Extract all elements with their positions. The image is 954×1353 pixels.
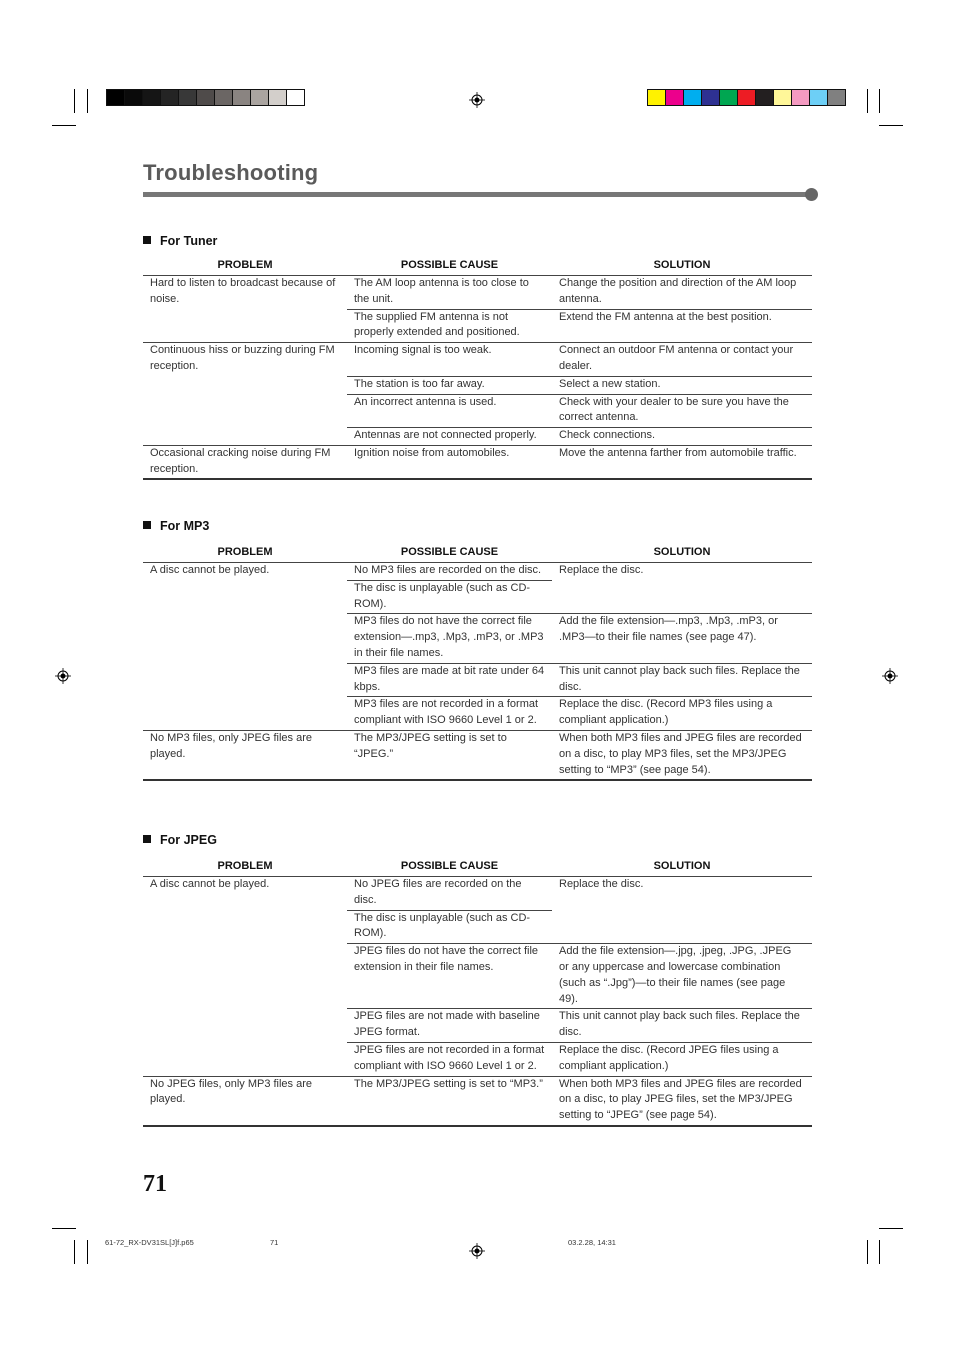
calibration-swatch <box>665 89 684 106</box>
solution-text: Replace the disc. (Record JPEG files using a compliant application.) <box>559 1043 779 1072</box>
calibration-swatch <box>647 89 666 106</box>
calibration-swatch <box>286 89 305 106</box>
calibration-swatch <box>268 89 287 106</box>
problem-group <box>143 343 812 446</box>
calibration-swatch <box>791 89 810 106</box>
solution-text: This unit cannot play back such files. Replace the disc. <box>559 664 800 693</box>
calibration-swatch <box>160 89 179 106</box>
header-solution: SOLUTION <box>653 259 711 271</box>
section-heading-jpeg: For JPEG <box>143 833 217 847</box>
page-number: 71 <box>143 1171 167 1197</box>
table-row <box>347 376 812 394</box>
table-row <box>347 613 812 662</box>
title-rule <box>143 192 812 197</box>
calibration-swatch <box>106 89 125 106</box>
cause-text: MP3 files are made at bit rate under 64 kbps. <box>354 664 545 693</box>
section-heading-mp3: For MP3 <box>143 519 209 533</box>
solution-text: This unit cannot play back such files. Replace the disc. <box>559 1010 800 1039</box>
calibration-swatch <box>773 89 792 106</box>
cause-text: JPEG files are not recorded in a format compliant with ISO 9660 Level 1 or 2. <box>354 1043 545 1072</box>
header-solution: SOLUTION <box>653 860 711 872</box>
registration-mark-icon <box>55 668 71 684</box>
problem-text: Hard to listen to broadcast because of noise. <box>150 277 336 305</box>
square-bullet-icon <box>143 521 151 529</box>
calibration-swatch <box>178 89 197 106</box>
problem-text: A disc cannot be played. <box>150 564 270 576</box>
cause-text: An incorrect antenna is used. <box>354 395 497 408</box>
problem-group <box>143 446 812 480</box>
header-problem: PROBLEM <box>217 546 273 558</box>
cause-text: The disc is unplayable (such as CD-ROM). <box>347 580 552 614</box>
solution-text: Select a new station. <box>559 377 661 390</box>
calibration-swatch <box>809 89 828 106</box>
solution-text: Change the position and direction of the AM loop antenna. <box>559 277 797 305</box>
cause-text: Antennas are not connected properly. <box>354 429 537 442</box>
header-problem: PROBLEM <box>217 259 273 271</box>
problem-group <box>143 276 812 343</box>
header-solution: SOLUTION <box>653 546 711 558</box>
calibration-swatch <box>737 89 756 106</box>
cause-text: MP3 files are not recorded in a format compliant with ISO 9660 Level 1 or 2. <box>354 698 539 727</box>
calibration-swatch <box>142 89 161 106</box>
mp3-troubleshooting-table <box>143 543 812 781</box>
table-row <box>347 943 812 1008</box>
calibration-swatch <box>124 89 143 106</box>
cause-text: The disc is unplayable (such as CD-ROM). <box>347 910 552 944</box>
table-row <box>347 663 812 697</box>
calibration-swatch <box>719 89 738 106</box>
registration-mark-icon <box>469 92 485 108</box>
problem-text: No JPEG files, only MP3 files are played. <box>150 1077 313 1106</box>
cause-text: The MP3/JPEG setting is set to “MP3.” <box>354 1077 543 1090</box>
calibration-swatch <box>214 89 233 106</box>
solution-text: Add the file extension—.mp3, .Mp3, .mP3, or .MP3—to their file names (see page 47). <box>559 615 778 644</box>
problem-group <box>143 563 812 731</box>
cause-text: Incoming signal is too weak. <box>354 344 492 357</box>
cause-text: Ignition noise from automobiles. <box>354 446 510 459</box>
header-problem: PROBLEM <box>217 860 273 872</box>
problem-group <box>143 1077 812 1127</box>
calibration-swatch <box>683 89 702 106</box>
table-row <box>347 910 812 944</box>
footer-filename: 61-72_RX-DV31SL[J]f.p65 <box>105 1238 194 1247</box>
table-row <box>347 580 812 614</box>
table-row <box>347 563 812 580</box>
header-cause: POSSIBLE CAUSE <box>400 860 499 872</box>
table-row <box>347 696 812 730</box>
title-rule-end-dot <box>805 188 818 201</box>
cause-text: JPEG files do not have the correct file extension in their file names. <box>354 945 539 973</box>
calibration-swatch <box>827 89 846 106</box>
table-row <box>347 343 812 376</box>
cause-text: The AM loop antenna is too close to the unit. <box>354 277 529 305</box>
calibration-swatch <box>196 89 215 106</box>
calibration-swatch <box>250 89 269 106</box>
cause-text: JPEG files are not made with baseline JPEG format. <box>354 1010 540 1039</box>
solution-text: Add the file extension—.jpg, .jpeg, .JPG, .JPEG or any uppercase and lowercase combination (such as “.Jpg”)—to their file names (see page 49). <box>559 945 792 1005</box>
problem-text: Continuous hiss or buzzing during FM reception. <box>150 344 335 372</box>
solution-text: When both MP3 files and JPEG files are recorded on a disc, to play MP3 files, set the MP3/JPEG setting to “MP3” (see page 54). <box>559 731 802 776</box>
solution-text <box>552 580 812 614</box>
solution-text: When both MP3 files and JPEG files are recorded on a disc, to play JPEG files, set the MP3/JPEG setting to “JPEG” (see page 54). <box>559 1077 802 1122</box>
table-header <box>143 543 812 563</box>
problem-text: A disc cannot be played. <box>150 878 270 890</box>
problem-text: No MP3 files, only JPEG files are played. <box>150 731 313 760</box>
solution-text: Connect an outdoor FM antenna or contact your dealer. <box>559 344 794 372</box>
table-header <box>143 857 812 877</box>
solution-text: Move the antenna farther from automobile traffic. <box>559 446 797 459</box>
header-cause: POSSIBLE CAUSE <box>400 259 499 271</box>
tuner-troubleshooting-table <box>143 256 812 480</box>
registration-mark-icon <box>882 668 898 684</box>
footer-page: 71 <box>270 1238 279 1247</box>
table-row <box>347 394 812 428</box>
table-row <box>347 446 812 463</box>
registration-mark-icon <box>469 1243 485 1259</box>
solution-text: Replace the disc. <box>559 564 644 576</box>
calibration-swatch <box>755 89 774 106</box>
solution-text: Extend the FM antenna at the best position. <box>559 310 772 323</box>
table-row <box>347 427 812 445</box>
footer-date: 03.2.28, 14:31 <box>568 1238 616 1247</box>
cause-text: MP3 files do not have the correct file extension—.mp3, .Mp3, .mP3, or .MP3 in their file names. <box>354 615 544 659</box>
table-row <box>347 309 812 343</box>
table-row <box>347 1077 812 1125</box>
table-header <box>143 256 812 276</box>
table-row <box>347 1008 812 1042</box>
cause-text: The supplied FM antenna is not properly extended and positioned. <box>354 310 520 339</box>
header-cause: POSSIBLE CAUSE <box>400 546 499 558</box>
problem-group <box>143 731 812 781</box>
page-title: Troubleshooting <box>143 160 319 185</box>
cause-text: No MP3 files are recorded on the disc. <box>354 564 542 576</box>
square-bullet-icon <box>143 835 151 843</box>
solution-text: Replace the disc. (Record MP3 files using a compliant application.) <box>559 698 773 727</box>
cause-text: No JPEG files are recorded on the disc. <box>354 878 522 906</box>
table-row <box>347 276 812 309</box>
solution-text <box>552 910 812 944</box>
table-row <box>347 1042 812 1076</box>
section-heading-tuner: For Tuner <box>143 234 217 248</box>
problem-group <box>143 877 812 1077</box>
table-row <box>347 877 812 910</box>
calibration-swatch <box>232 89 251 106</box>
cause-text: The station is too far away. <box>354 377 485 390</box>
cause-text: The MP3/JPEG setting is set to “JPEG.” <box>354 731 507 760</box>
table-row <box>347 731 812 779</box>
problem-text: Occasional cracking noise during FM reception. <box>150 446 331 475</box>
calibration-swatch <box>701 89 720 106</box>
square-bullet-icon <box>143 236 151 244</box>
solution-text: Replace the disc. <box>559 878 644 890</box>
solution-text: Check connections. <box>559 429 655 442</box>
jpeg-troubleshooting-table <box>143 857 812 1127</box>
solution-text: Check with your dealer to be sure you have the correct antenna. <box>559 395 789 424</box>
